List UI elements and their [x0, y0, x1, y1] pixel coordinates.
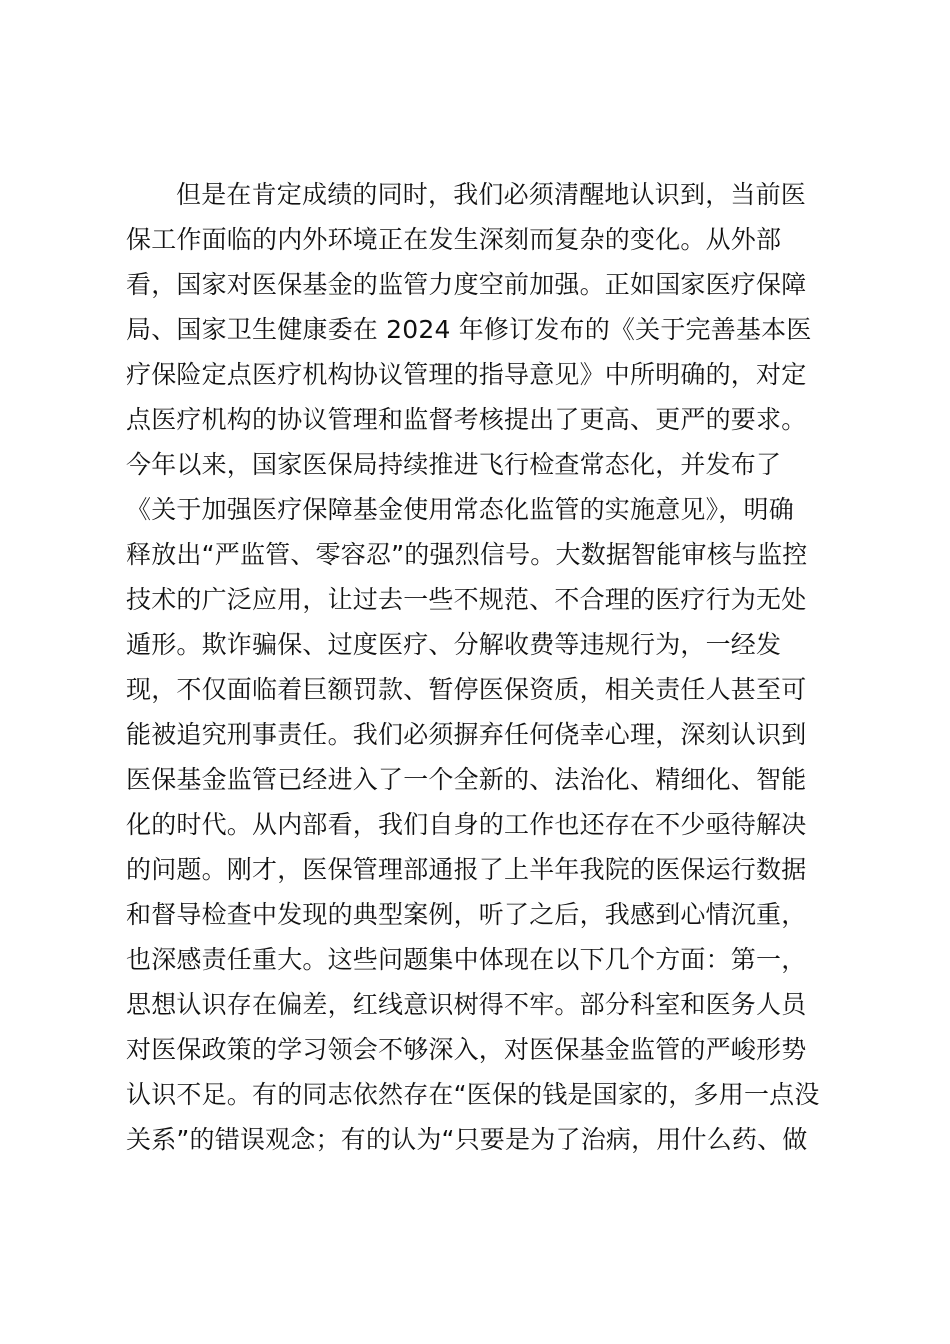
text-line: 局、国家卫生健康委在 2024 年修订发布的《关于完善基本医	[126, 315, 812, 344]
text-line: 化的时代。从内部看，我们自身的工作也还存在不少亟待解决	[126, 810, 807, 839]
text-line: 对医保政策的学习领会不够深入，对医保基金监管的严峻形势	[126, 1035, 807, 1064]
text-line: 但是在肯定成绩的同时，我们必须清醒地认识到，当前医	[176, 180, 807, 209]
text-line: 遁形。欺诈骗保、过度医疗、分解收费等违规行为，一经发	[126, 630, 782, 659]
text-line: 关系”的错误观念；有的认为“只要是为了治病，用什么药、做	[126, 1125, 808, 1154]
text-line: 医保基金监管已经进入了一个全新的、法治化、精细化、智能	[126, 765, 807, 794]
text-line: 技术的广泛应用，让过去一些不规范、不合理的医疗行为无处	[126, 585, 807, 614]
text-line: 能被追究刑事责任。我们必须摒弃任何侥幸心理，深刻认识到	[126, 720, 807, 749]
text-line: 《关于加强医疗保障基金使用常态化监管的实施意见》，明确	[126, 495, 794, 524]
body-paragraph	[126, 172, 826, 1162]
text-line: 看，国家对医保基金的监管力度空前加强。正如国家医疗保障	[126, 270, 807, 299]
text-line: 释放出“严监管、零容忍”的强烈信号。大数据智能审核与监控	[126, 540, 808, 569]
text-line: 保工作面临的内外环境正在发生深刻而复杂的变化。从外部	[126, 225, 782, 254]
text-line: 今年以来，国家医保局持续推进飞行检查常态化，并发布了	[126, 450, 782, 479]
text-line: 现，不仅面临着巨额罚款、暂停医保资质，相关责任人甚至可	[126, 675, 807, 704]
text-line: 的问题。刚才，医保管理部通报了上半年我院的医保运行数据	[126, 855, 807, 884]
text-line: 点医疗机构的协议管理和监督考核提出了更高、更严的要求。	[126, 405, 807, 434]
text-line: 和督导检查中发现的典型案例，听了之后，我感到心情沉重，	[126, 900, 807, 929]
text-line: 也深感责任重大。这些问题集中体现在以下几个方面：第一，	[126, 945, 807, 974]
text-line: 疗保险定点医疗机构协议管理的指导意见》中所明确的，对定	[126, 360, 807, 389]
text-line: 思想认识存在偏差，红线意识树得不牢。部分科室和医务人员	[126, 990, 807, 1019]
text-line: 认识不足。有的同志依然存在“医保的钱是国家的，多用一点没	[126, 1080, 820, 1109]
